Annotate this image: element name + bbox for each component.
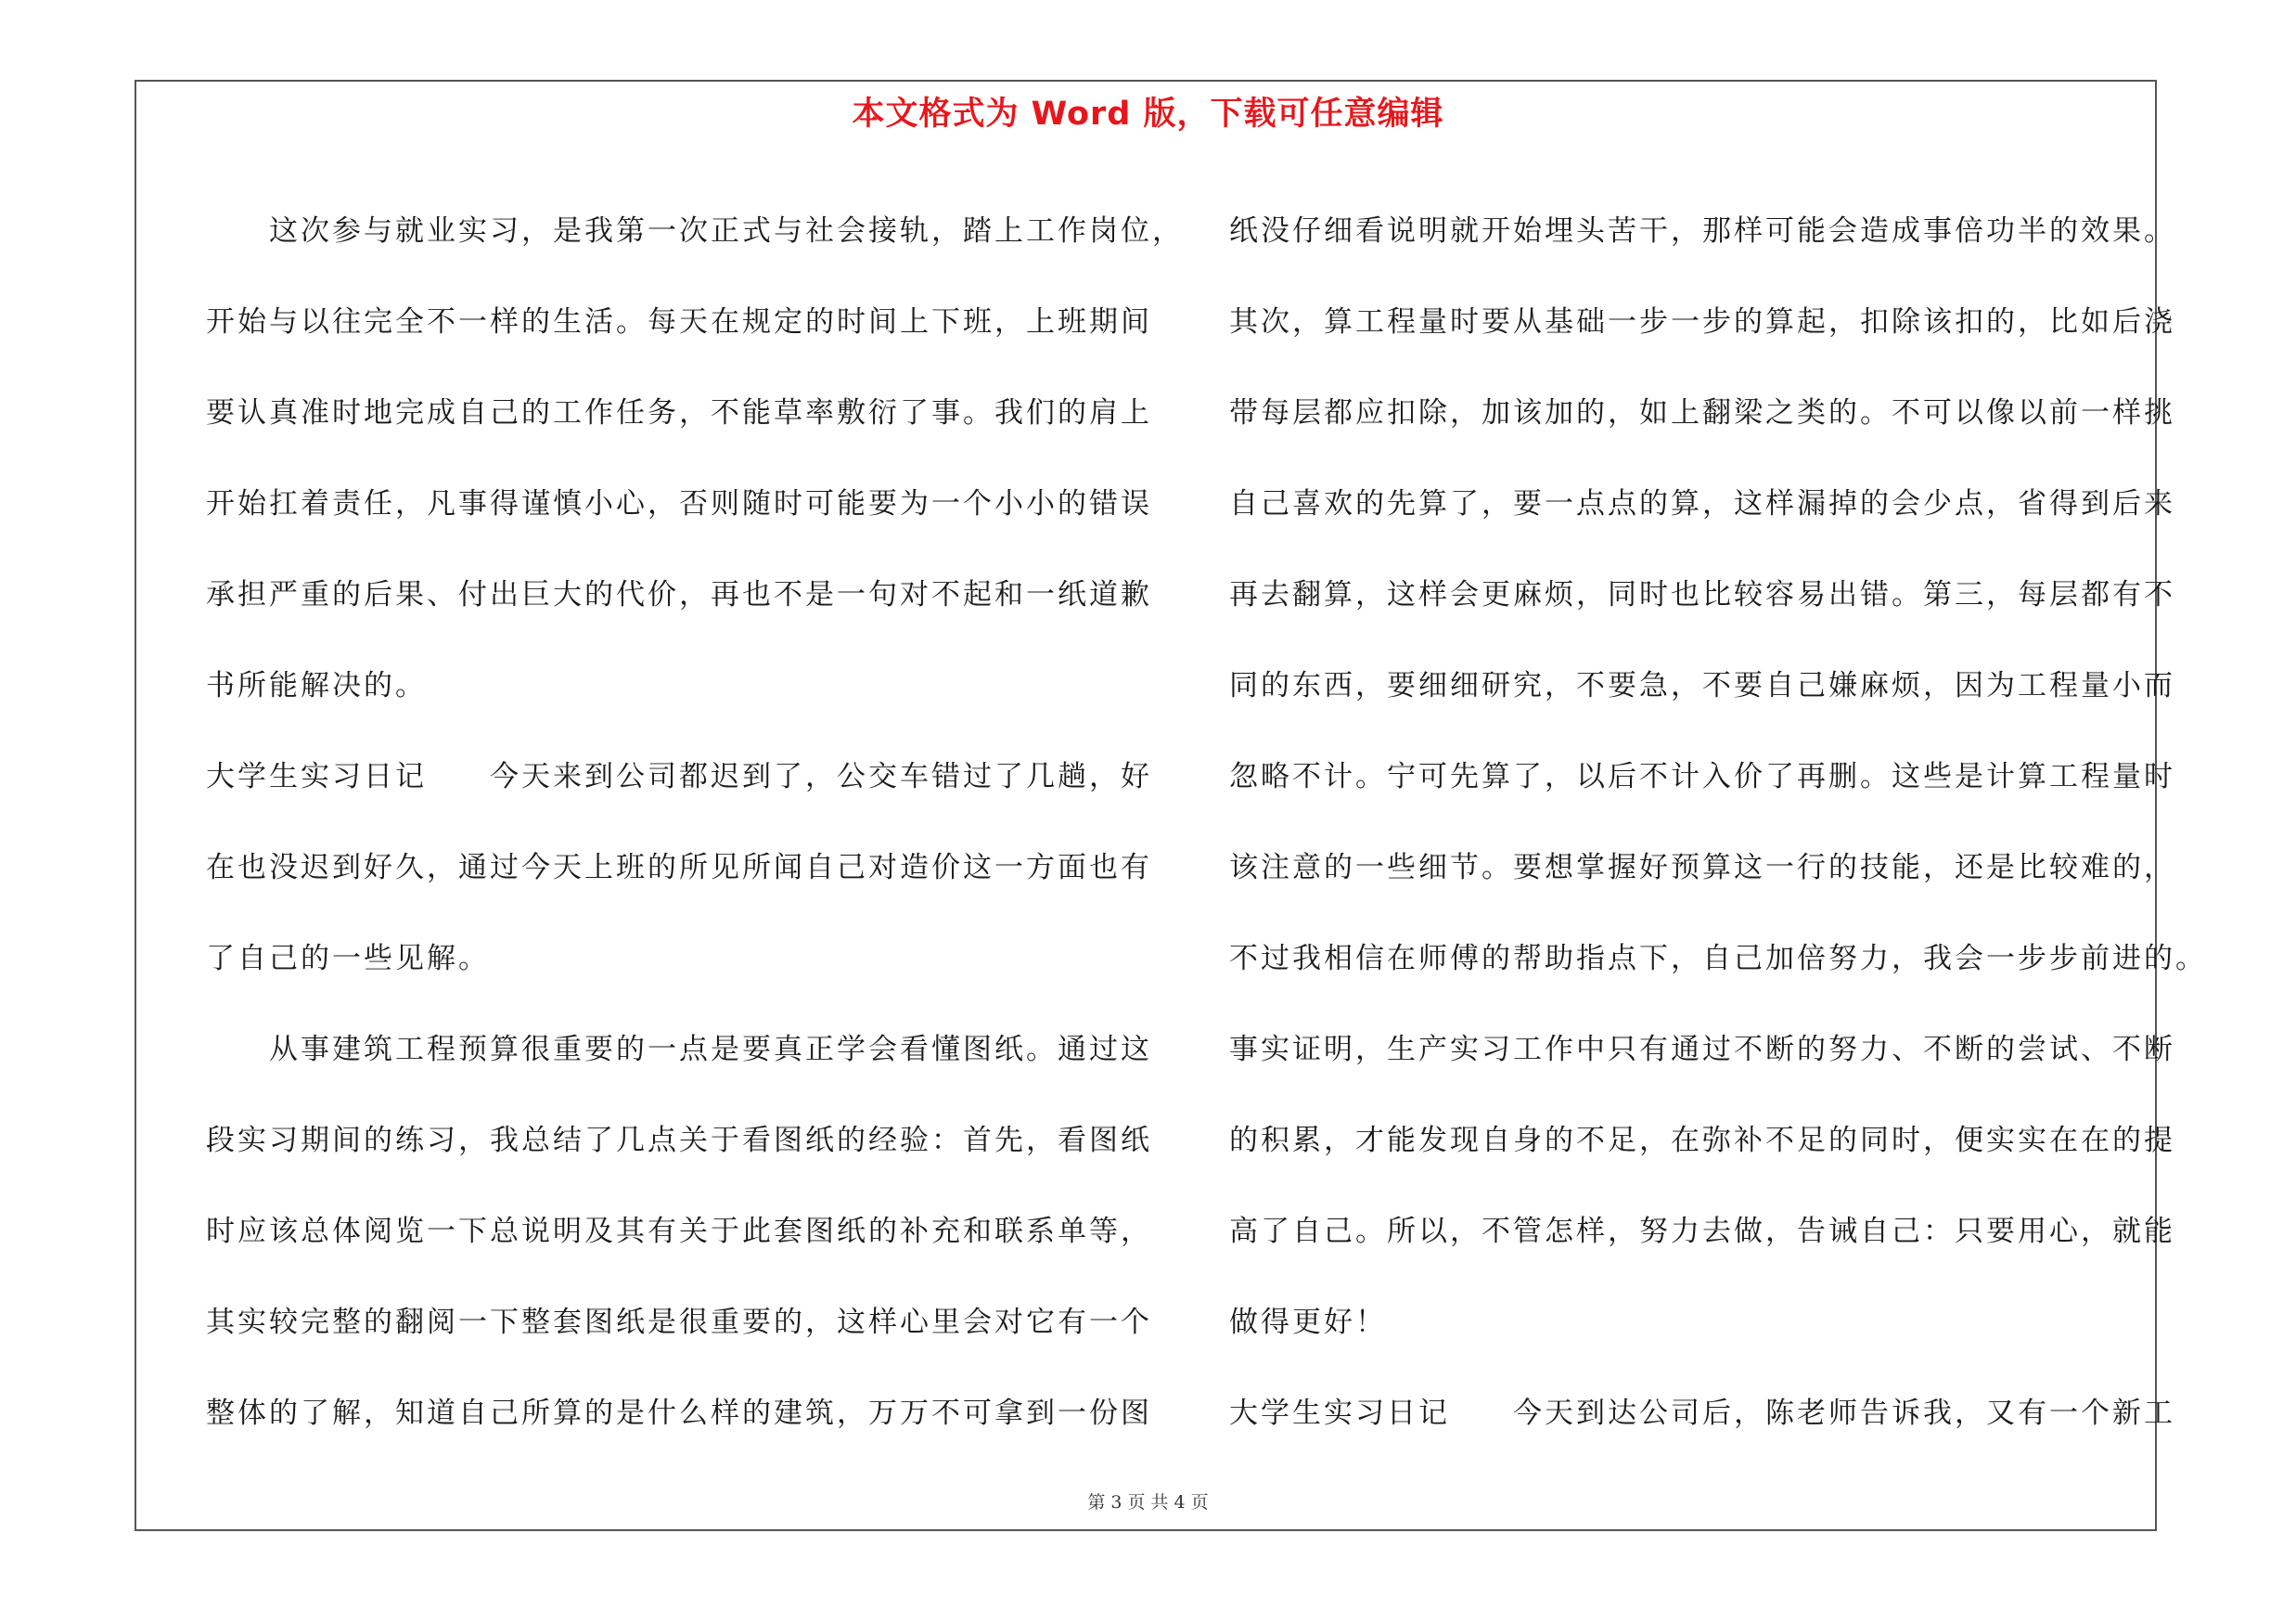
text-line: 的积累，才能发现自身的不足，在弥补不足的同时，便实实在在的提 bbox=[1229, 1124, 2175, 1157]
text-line: 忽略不计。宁可先算了，以后不计入价了再删。这些是计算工程量时 bbox=[1229, 760, 2175, 793]
text-line: 开始与以往完全不一样的生活。每天在规定的时间上下班，上班期间 bbox=[206, 305, 1152, 339]
text-line: 书所能解决的。 bbox=[206, 669, 427, 702]
text-line: 从事建筑工程预算很重要的一点是要真正学会看懂图纸。通过这 bbox=[206, 1033, 1152, 1066]
text-line: 不过我相信在师傅的帮助指点下，自己加倍努力，我会一步步前进的。 bbox=[1229, 942, 2207, 975]
left-text-column bbox=[206, 186, 1184, 1459]
text-line: 要认真准时地完成自己的工作任务，不能草率敷衍了事。我们的肩上 bbox=[206, 396, 1152, 430]
format-banner: 本文格式为 Word 版，下载可任意编辑 bbox=[852, 96, 1444, 133]
text-line: 其次，算工程量时要从基础一步一步的算起，扣除该扣的，比如后浇 bbox=[1229, 305, 2175, 339]
text-line: 高了自己。所以，不管怎样，努力去做，告诫自己：只要用心，就能 bbox=[1229, 1215, 2175, 1248]
text-line: 其实较完整的翻阅一下整套图纸是很重要的，这样心里会对它有一个 bbox=[206, 1306, 1152, 1339]
text-line: 开始扛着责任，凡事得谨慎小心，否则随时可能要为一个小小的错误 bbox=[206, 487, 1152, 521]
text-line: 再去翻算，这样会更麻烦，同时也比较容易出错。第三，每层都有不 bbox=[1229, 578, 2175, 612]
text-line: 段实习期间的练习，我总结了几点关于看图纸的经验：首先，看图纸 bbox=[206, 1124, 1152, 1157]
text-line: 同的东西，要细细研究，不要急，不要自己嫌麻烦，因为工程量小而 bbox=[1229, 669, 2175, 702]
text-line: 事实证明，生产实习工作中只有通过不断的努力、不断的尝试、不断 bbox=[1229, 1033, 2175, 1066]
text-line: 带每层都应扣除，加该加的，如上翻梁之类的。不可以像以前一样挑 bbox=[1229, 396, 2175, 430]
text-line: 纸没仔细看说明就开始埋头苦干，那样可能会造成事倍功半的效果。 bbox=[1229, 214, 2175, 248]
text-line: 时应该总体阅览一下总说明及其有关于此套图纸的补充和联系单等， bbox=[206, 1215, 1152, 1248]
right-text-column bbox=[1229, 186, 2207, 1459]
page-number-footer: 第 3 页 共 4 页 bbox=[1087, 1492, 1209, 1513]
text-line: 在也没迟到好久，通过今天上班的所见所闻自己对造价这一方面也有 bbox=[206, 851, 1152, 884]
text-line: 自己喜欢的先算了，要一点点的算，这样漏掉的会少点，省得到后来 bbox=[1229, 487, 2175, 521]
text-line: 了自己的一些见解。 bbox=[206, 942, 490, 975]
text-line: 这次参与就业实习，是我第一次正式与社会接轨，踏上工作岗位， bbox=[206, 214, 1184, 248]
text-line: 大学生实习日记 今天到达公司后，陈老师告诉我，又有一个新工 bbox=[1229, 1397, 2175, 1430]
text-line: 做得更好！ bbox=[1229, 1306, 1387, 1339]
text-line: 该注意的一些细节。要想掌握好预算这一行的技能，还是比较难的， bbox=[1229, 851, 2175, 884]
text-line: 承担严重的后果、付出巨大的代价，再也不是一句对不起和一纸道歉 bbox=[206, 578, 1152, 612]
text-line: 整体的了解，知道自己所算的是什么样的建筑，万万不可拿到一份图 bbox=[206, 1397, 1152, 1430]
text-line: 大学生实习日记 今天来到公司都迟到了，公交车错过了几趟，好 bbox=[206, 760, 1152, 793]
